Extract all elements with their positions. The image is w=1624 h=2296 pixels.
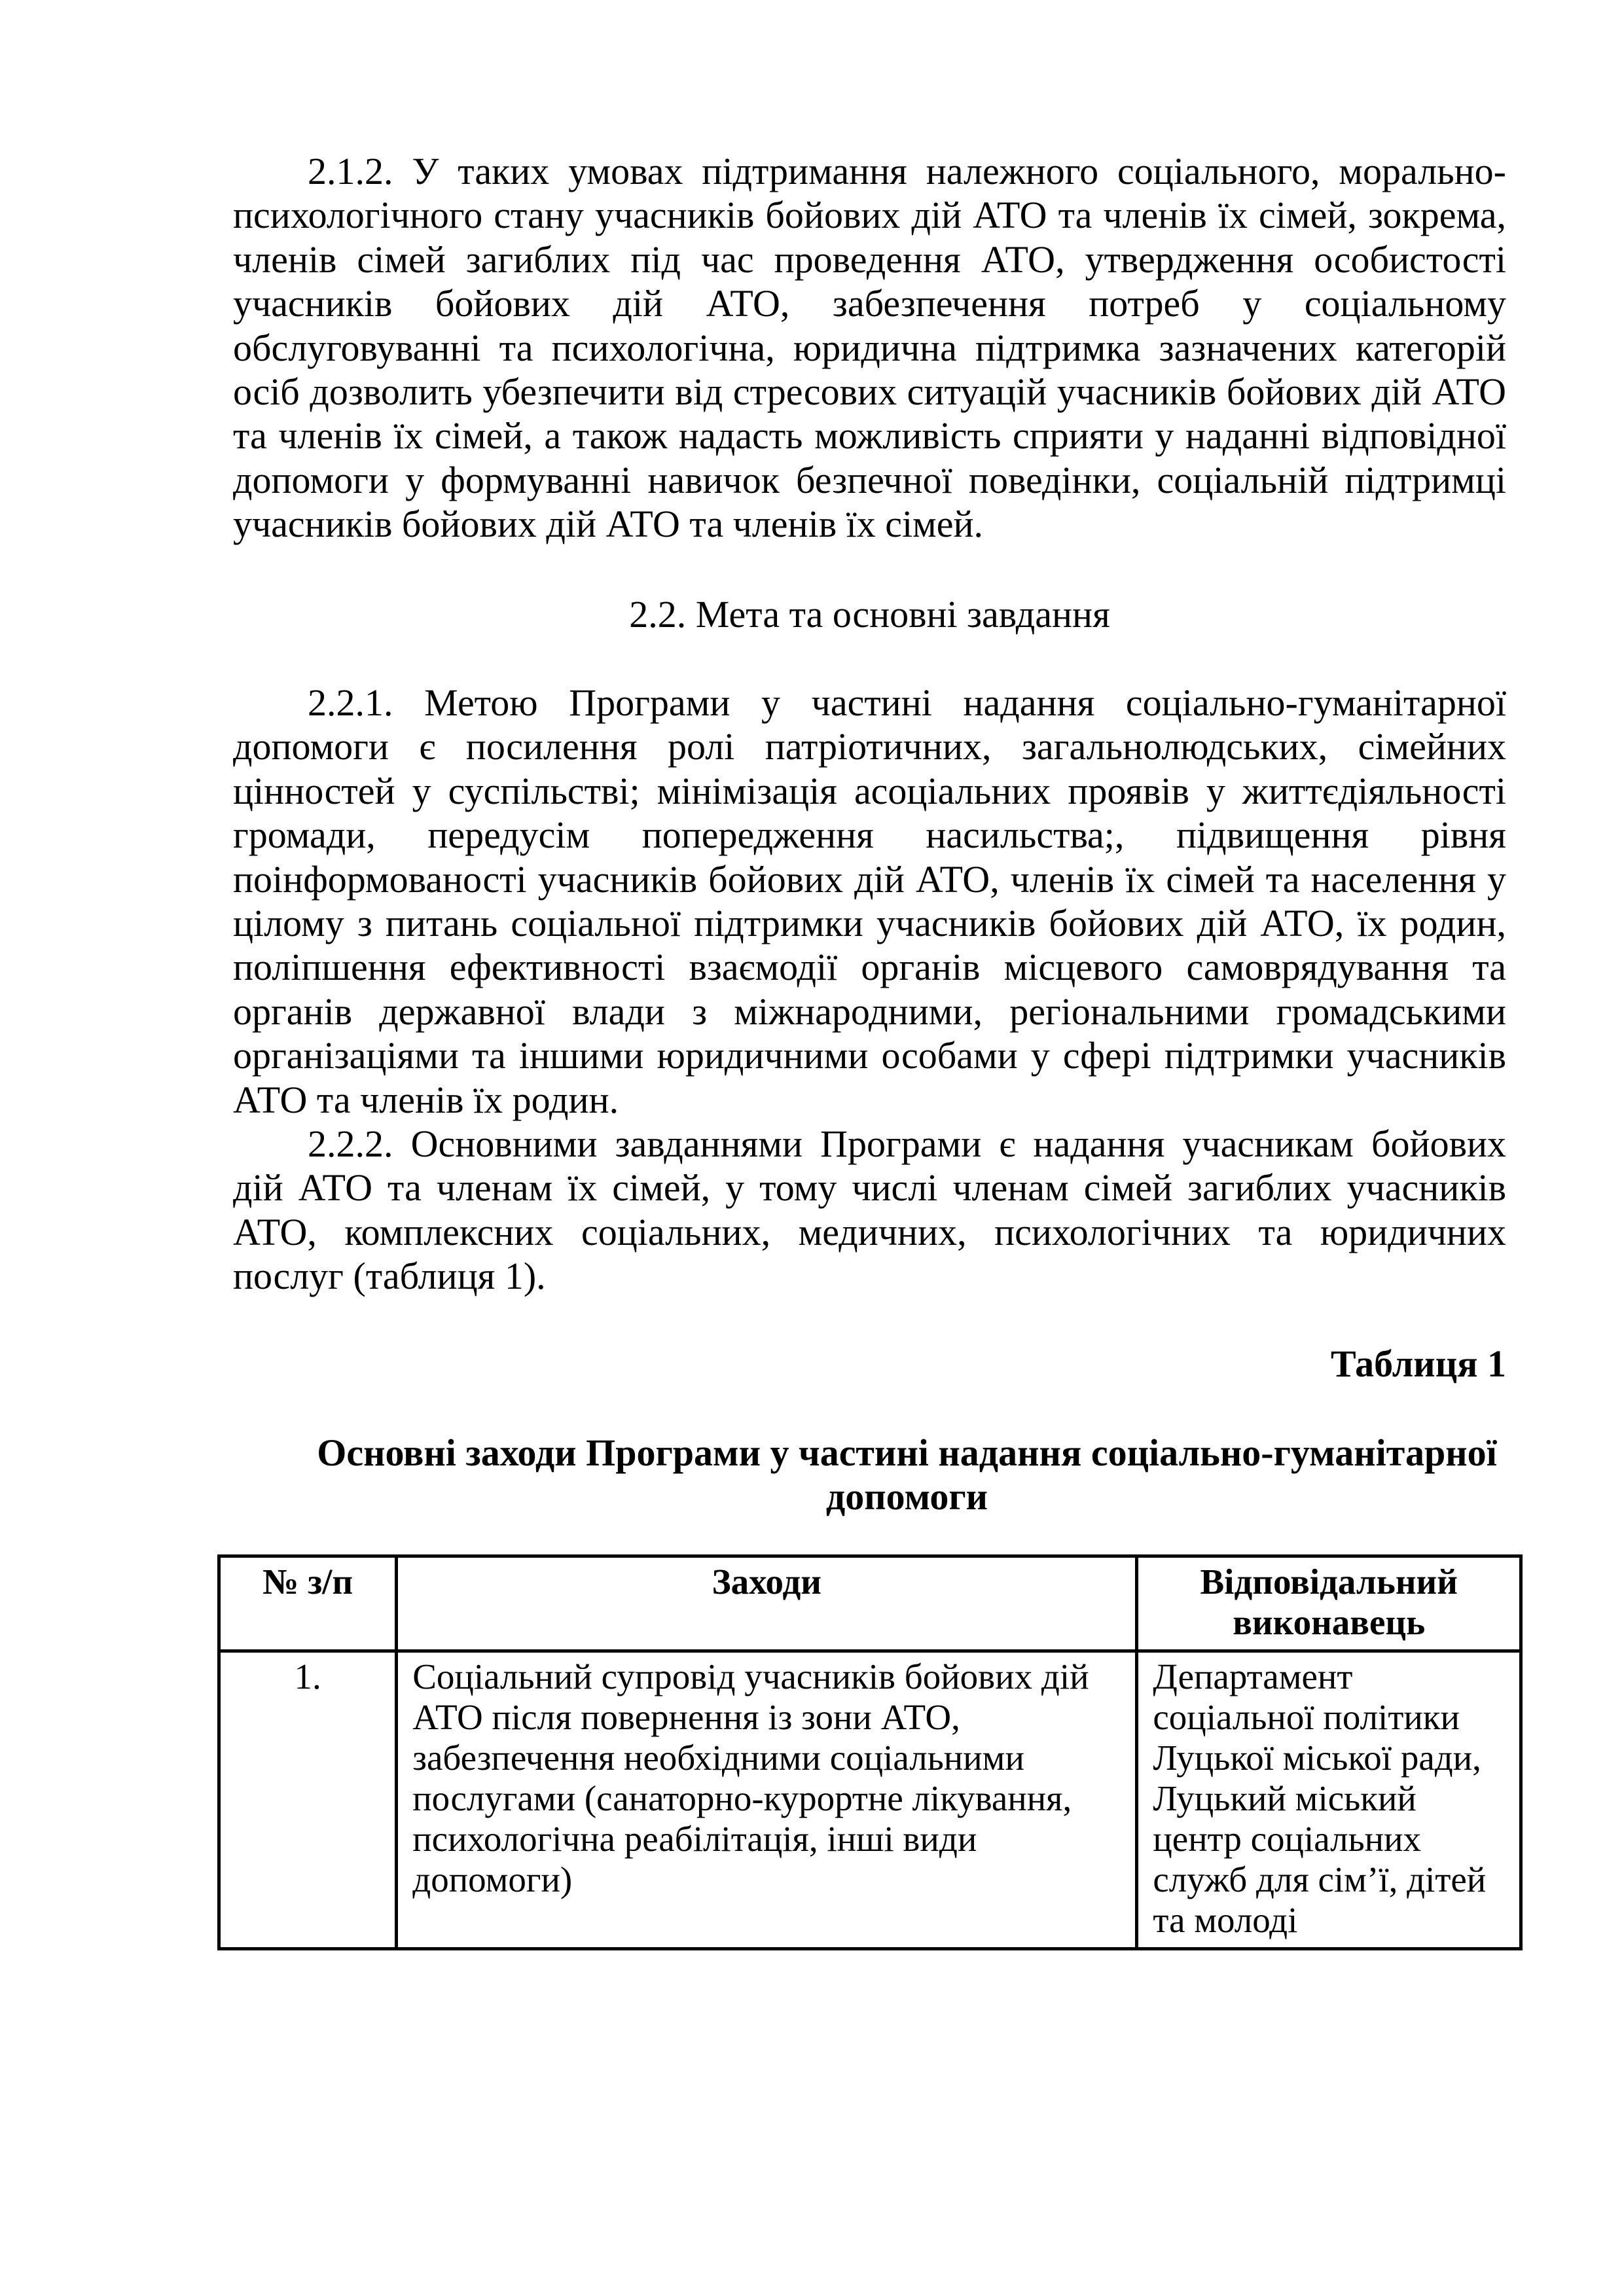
paragraph-2-2-2: 2.2.2. Основними завданнями Програми є надання учасникам бойових дій АТО та членам їх сімей, у тому числі членам сімей загиблих учасників АТО, комплексних соціальних, медичних, психологічних та юридичних послуг (таблиця 1). xyxy=(233,1122,1506,1298)
header-number: № з/п xyxy=(219,1556,397,1651)
row-executor: Департамент соціальної політики Луцької міської ради, Луцький міський центр соціальних служб для сім’ї, дітей та молоді xyxy=(1137,1651,1521,1949)
row-measure: Соціальний супровід учасників бойових дій АТО після повернення із зони АТО, забезпечення необхідними соціальними послугами (санаторно-курортне лікування, психологічна реабілітація, інші види допомоги) xyxy=(397,1651,1137,1949)
paragraph-2-2-1: 2.2.1. Метою Програми у частині надання соціально-гуманітарної допомоги є посилення ролі патріотичних, загальнолюдських, сімейних цінностей у суспільстві; мінімізація асоціальних проявів у життєдіяльності громади, передусім попередження насильства;, підвищення рівня поінформованості учасників бойових дій АТО, членів їх сімей та населення у цілому з питань соціальної підтримки учасників бойових дій АТО, їх родин, поліпшення ефективності взаємодії органів місцевого самоврядування та органів державної влади з міжнародними, регіональними громадськими організаціями та іншими юридичними особами у сфері підтримки учасників АТО та членів їх родин. xyxy=(233,681,1506,1121)
section-heading-2-2: 2.2. Мета та основні завдання xyxy=(629,593,1110,636)
table-row xyxy=(219,1651,1521,1949)
header-measures: Заходи xyxy=(397,1556,1137,1651)
table-label: Таблиця 1 xyxy=(1330,1342,1506,1385)
header-executor: Відповідальний виконавець xyxy=(1137,1556,1521,1651)
table-title: Основні заходи Програми у частині надання соціально-гуманітарної допомоги xyxy=(317,1431,1497,1518)
measures-table xyxy=(217,1554,1523,1950)
table-header-row xyxy=(219,1556,1521,1651)
paragraph-2-1-2: 2.1.2. У таких умовах підтримання належного соціального, морально-психологічного стану учасників бойових дій АТО та членів їх сімей, зокрема, членів сімей загиблих під час проведення АТО, утвердження особистості учасників бойових дій АТО, забезпечення потреб у соціальному обслуговуванні та психологічна, юридична підтримка зазначених категорій осіб дозволить убезпечити від стресових ситуацій учасників бойових дій АТО та членів їх сімей, а також надасть можливість сприяти у наданні відповідної допомоги у формуванні навичок безпечної поведінки, соціальній підтримці учасників бойових дій АТО та членів їх сімей. xyxy=(233,150,1506,546)
row-number: 1. xyxy=(219,1651,397,1949)
